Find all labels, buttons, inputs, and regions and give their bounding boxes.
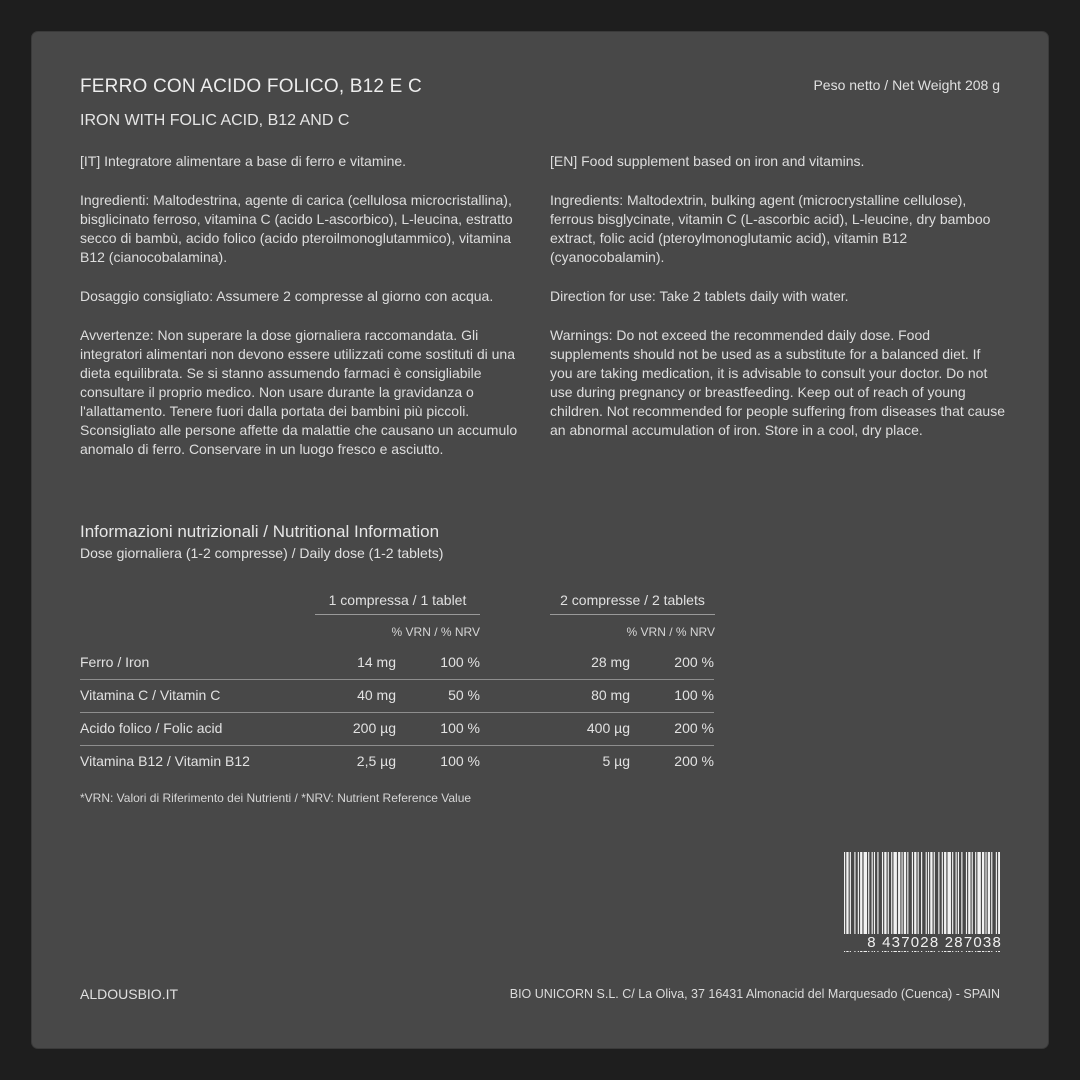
label-panel [32,32,1048,1048]
manufacturer-address: BIO UNICORN S.L. C/ La Oliva, 37 16431 Almonacid del Marquesado (Cuenca) - SPAIN [509,987,1000,1001]
italian-column [80,152,535,479]
one-tablet-header: 1 compressa / 1 tablet [315,592,480,615]
nrv-one-tablet: 100 % [440,720,480,736]
nutrition-subtitle: Dose giornaliera (1-2 compresse) / Daily dose (1-2 tablets) [80,545,444,561]
nrv-one-tablet: 100 % [440,753,480,769]
nrv-one-tablet: 50 % [448,687,480,703]
nutrition-row-vitamin-c [80,679,714,713]
nutrition-row-iron [80,646,714,680]
vrn-label-two: % VRN / % NRV [626,625,715,639]
product-title-italian: FERRO CON ACIDO FOLICO, B12 E C [80,76,422,97]
nrv-two-tablets: 200 % [674,753,714,769]
english-intro: [EN] Food supplement based on iron and vitamins. [550,153,865,169]
nutrient-name: Vitamina B12 / Vitamin B12 [80,753,250,769]
italian-warnings: Avvertenze: Non superare la dose giornaliera raccomandata. Gli integratori alimentari non devono essere utilizzati come sostituti di una dieta equilibrata. Se si stanno assumendo farmaci è consigliabile consultare il proprio medico. Non usare durante la gravidanza o l'allattamento. Tenere fuori dalla portata dei bambini più piccoli. Sconsigliato alle persone affette da malattie che causano un accumulo anomalo di ferro. Conservare in un luogo fresco e asciutto. [80,327,518,457]
vrn-label-one: % VRN / % NRV [391,625,480,639]
nrv-footnote: *VRN: Valori di Riferimento dei Nutrienti / *NRV: Nutrient Reference Value [80,791,472,805]
two-tablets-header: 2 compresse / 2 tablets [550,592,715,615]
amount-one-tablet: 14 mg [357,654,396,670]
amount-two-tablets: 400 µg [586,720,630,736]
amount-two-tablets: 5 µg [602,753,630,769]
nrv-two-tablets: 200 % [674,654,714,670]
barcode-number: 8 437028 287038 [828,934,1002,951]
english-warnings: Warnings: Do not exceed the recommended daily dose. Food supplements should not be used as a substitute for a balanced diet. If you are taking medication, it is advisable to consult your doctor. Do not use during pregnancy or breastfeeding. Keep out of reach of young children. Not recommended for people suffering from diseases that cause an abnormal accumulation of iron. Store in a cool, dry place. [550,327,1005,438]
nrv-two-tablets: 100 % [674,687,714,703]
italian-ingredients: Ingredienti: Maltodestrina, agente di carica (cellulosa microcristallina), bisglicinato ferroso, vitamina C (acido L-ascorbico), L-leucina, estratto secco di bambù, acido folico (acido pteroilmonoglutammico), vitamina B12 (cianocobalamina). [80,192,513,265]
net-weight: Peso netto / Net Weight 208 g [813,77,1000,93]
english-column [550,152,1005,460]
nrv-one-tablet: 100 % [440,654,480,670]
nutrient-name: Vitamina C / Vitamin C [80,687,221,703]
english-ingredients: Ingredients: Maltodextrin, bulking agent (microcrystalline cellulose), ferrous bisglycinate, vitamin C (L-ascorbic acid), L-leucine, dry bamboo extract, folic acid (pteroylmonoglutamic acid), vitamin B12 (cyanocobalamin). [550,192,991,265]
nutrition-row-folic-acid [80,712,714,746]
nutrition-row-vitamin-b12 [80,745,714,778]
amount-one-tablet: 200 µg [352,720,396,736]
amount-two-tablets: 80 mg [591,687,630,703]
nrv-two-tablets: 200 % [674,720,714,736]
nutrient-name: Acido folico / Folic acid [80,720,223,736]
amount-one-tablet: 2,5 µg [356,753,396,769]
english-directions: Direction for use: Take 2 tablets daily with water. [550,288,849,304]
product-title-english: IRON WITH FOLIC ACID, B12 AND C [80,112,350,129]
amount-one-tablet: 40 mg [357,687,396,703]
italian-intro: [IT] Integratore alimentare a base di ferro e vitamine. [80,153,407,169]
website-link[interactable]: ALDOUSBIO.IT [80,986,179,1002]
nutrition-title: Informazioni nutrizionali / Nutritional Information [80,522,440,541]
nutrient-name: Ferro / Iron [80,654,150,670]
amount-two-tablets: 28 mg [591,654,630,670]
italian-dosage: Dosaggio consigliato: Assumere 2 compresse al giorno con acqua. [80,288,494,304]
